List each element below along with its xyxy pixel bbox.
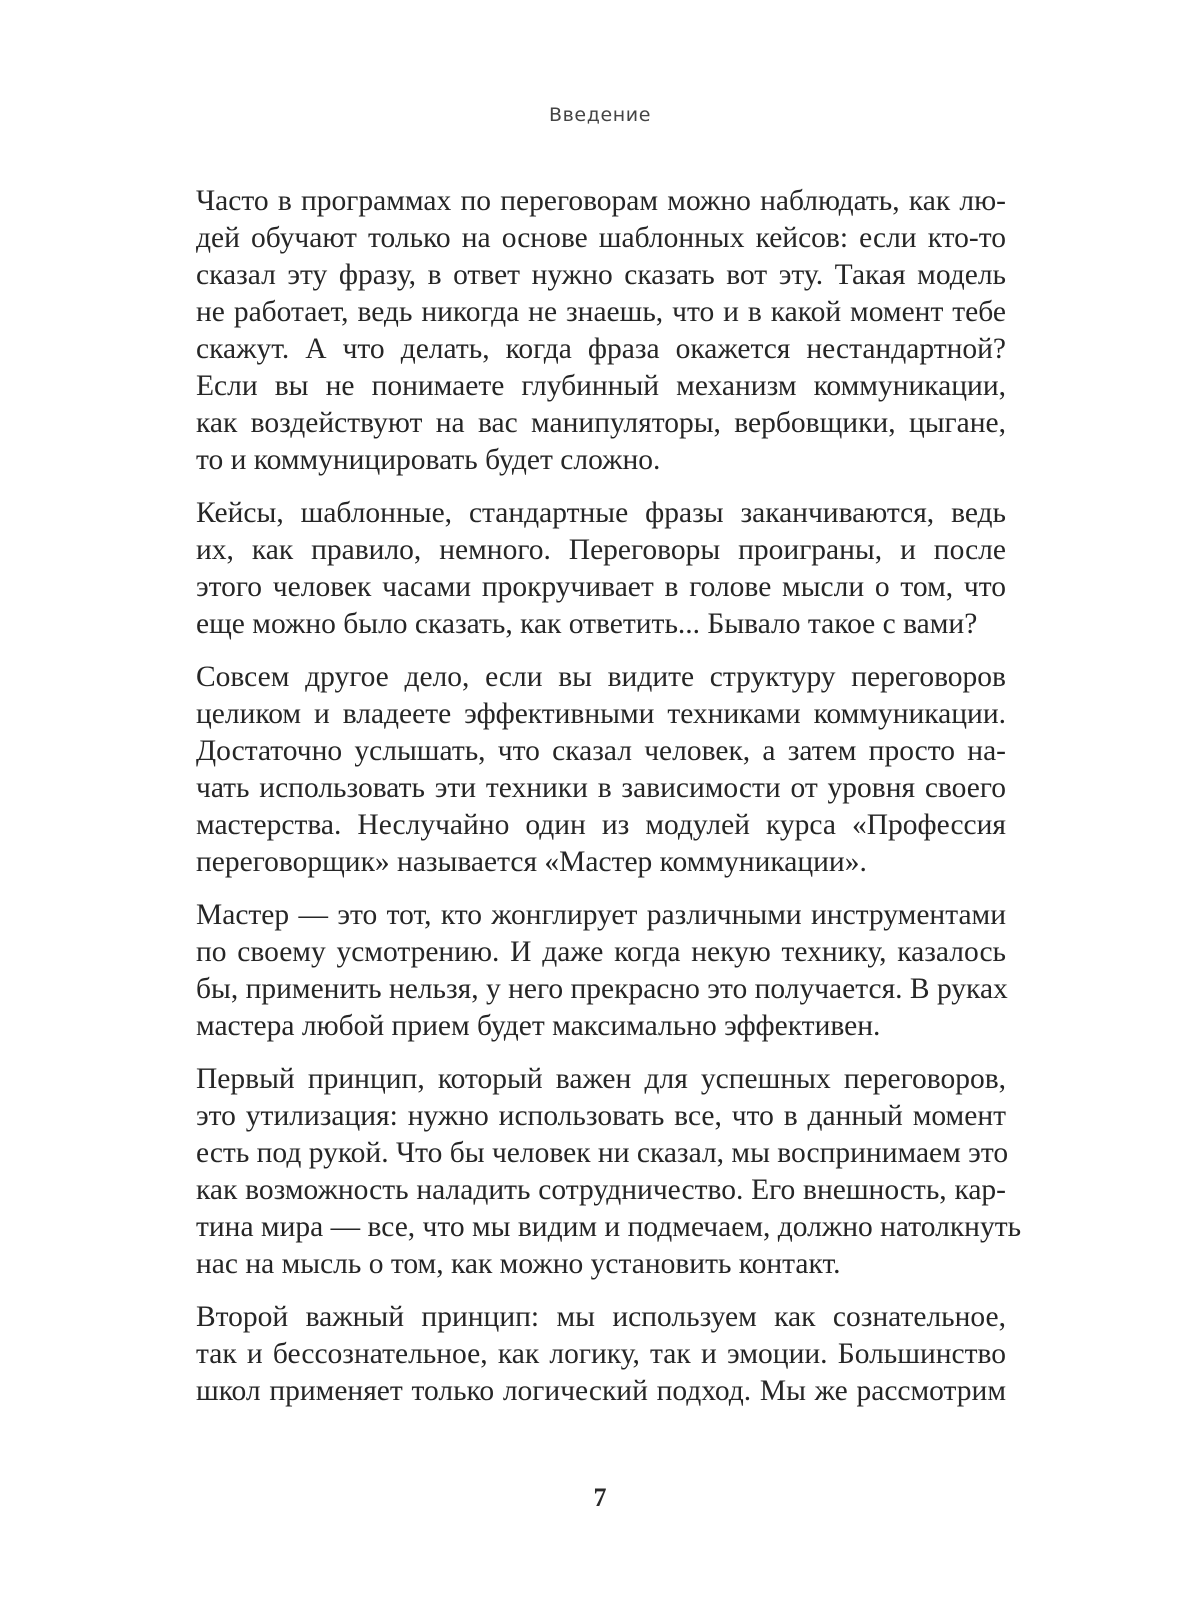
text-line: этого человек часами прокручивает в голове мысли о том, что — [196, 571, 1006, 603]
text-line: Второй важный принцип: мы используем как сознательное, — [196, 1301, 1006, 1333]
text-line: целиком и владеете эффективными техниками коммуникации. — [196, 698, 1006, 730]
text-line: мастера любой прием будет максимально эффективен. — [196, 1010, 881, 1042]
page-number: 7 — [593, 1483, 607, 1512]
text-line: дей обучают только на основе шаблонных кейсов: если кто-то — [196, 222, 1006, 254]
text-line: так и бессознательное, как логику, так и эмоции. Большинство — [196, 1338, 1006, 1370]
text-line: Совсем другое дело, если вы видите структуру переговоров — [196, 661, 1006, 693]
paragraph — [196, 1299, 1006, 1410]
text-line: мастерства. Неслучайно один из модулей курса «Профессия — [196, 809, 1006, 841]
text-line: Кейсы, шаблонные, стандартные фразы заканчиваются, ведь — [196, 497, 1006, 529]
text-line: Часто в программах по переговорам можно наблюдать, как лю- — [196, 185, 1006, 217]
text-line: есть под рукой. Что бы человек ни сказал, мы воспринимаем это — [196, 1137, 1009, 1169]
text-line: сказал эту фразу, в ответ нужно сказать вот эту. Такая модель — [196, 259, 1006, 291]
paragraph — [196, 897, 1006, 1045]
text-line: Мастер — это тот, кто жонглирует различными инструментами — [196, 899, 1006, 931]
text-line: еще можно было сказать, как ответить... Бывало такое с вами? — [196, 608, 978, 640]
paragraph — [196, 1061, 1022, 1283]
text-line: чать использовать эти техники в зависимости от уровня своего — [196, 772, 1006, 804]
text-line: не работает, ведь никогда не знаешь, что и в какой момент тебе — [196, 296, 1006, 328]
text-line: тина мира — все, что мы видим и подмечаем, должно натолкнуть — [196, 1211, 1022, 1243]
text-line: как воздействуют на вас манипуляторы, вербовщики, цыгане, — [196, 407, 1006, 439]
text-line: как возможность наладить сотрудничество. Его внешность, кар- — [196, 1174, 1006, 1206]
paragraph — [196, 183, 1006, 479]
running-header: Введение — [548, 104, 651, 126]
paragraph — [196, 659, 1006, 881]
text-line: нас на мысль о том, как можно установить контакт. — [196, 1248, 841, 1280]
text-line: бы, применить нельзя, у него прекрасно это получается. В руках — [196, 973, 1008, 1005]
text-line: скажут. А что делать, когда фраза окажется нестандартной? — [196, 333, 1006, 365]
text-line: Достаточно услышать, что сказал человек, а затем просто на- — [196, 735, 1006, 767]
text-line: школ применяет только логический подход. Мы же рассмотрим — [196, 1375, 1006, 1407]
text-line: по своему усмотрению. И даже когда некую технику, казалось — [196, 936, 1006, 968]
paragraph — [196, 495, 1006, 643]
text-line: Если вы не понимаете глубинный механизм коммуникации, — [196, 370, 1006, 402]
text-line: переговорщик» называется «Мастер коммуникации». — [196, 846, 867, 878]
text-line: то и коммуницировать будет сложно. — [196, 444, 661, 476]
text-line: Первый принцип, который важен для успешных переговоров, — [196, 1063, 1006, 1095]
body-text — [196, 183, 1022, 1426]
text-line: это утилизация: нужно использовать все, что в данный момент — [196, 1100, 1006, 1132]
text-line: их, как правило, немного. Переговоры проиграны, и после — [196, 534, 1006, 566]
